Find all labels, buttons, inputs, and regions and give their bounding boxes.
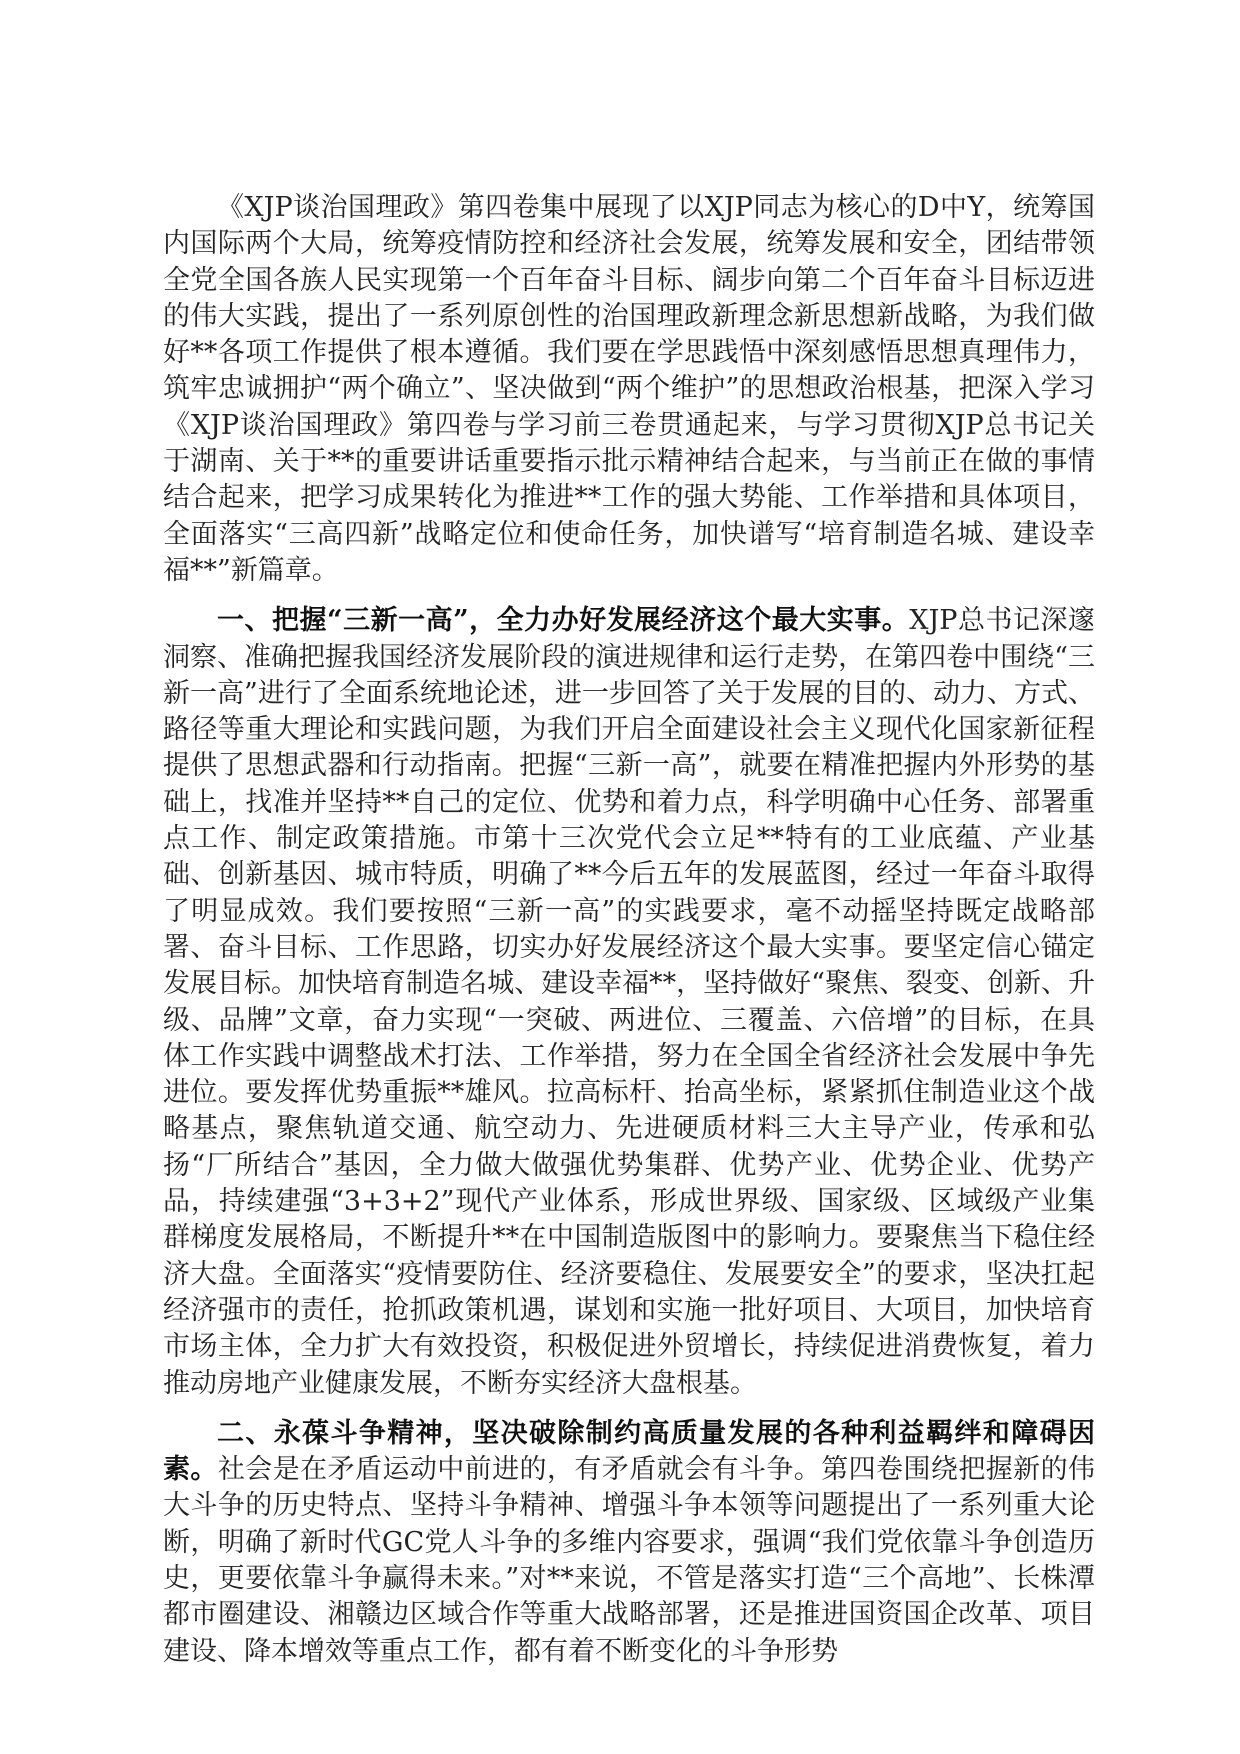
- intro-paragraph: [163, 190, 1095, 589]
- paragraph-text: XJP总书记深邃洞察、准确把握我国经济发展阶段的演进规律和运行走势，在第四卷中围绕“三新一高”进行了全面系统地论述，进一步回答了关于发展的目的、动力、方式、路径等重大理论和实践问题，为我们开启全面建设社会主义现代化国家新征程提供了思想武器和行动指南。把握“三新一高”，就要在精准把握内外形势的基础上，找准并坚持**自己的定位、优势和着力点，科学明确中心任务、部署重点工作、制定政策措施。市第十三次党代会立足**特有的工业底蕴、产业基础、创新基因、城市特质，明确了**今后五年的发展蓝图，经过一年奋斗取得了明显成效。我们要按照“三新一高”的实践要求，毫不动摇坚持既定战略部署、奋斗目标、工作思路，切实办好发展经济这个最大实事。要坚定信心锚定发展目标。加快培育制造名城、建设幸福**，坚持做好“聚焦、裂变、创新、升级、品牌”文章，奋力实现“一突破、两进位、三覆盖、六倍增”的目标，在具体工作实践中调整战术打法、工作举措，努力在全国全省经济社会发展中争先进位。要发挥优势重振**雄风。拉高标杆、抬高坐标，紧紧抓住制造业这个战略基点，聚焦轨道交通、航空动力、先进硬质材料三大主导产业，传承和弘扬“厂所结合”基因，全力做大做强优势集群、优势产业、优势企业、优势产品，持续建强“3+3+2”现代产业体系，形成世界级、国家级、区域级产业集群梯度发展格局，不断提升**在中国制造版图中的影响力。要聚焦当下稳住经济大盘。全面落实“疫情要防住、经济要稳住、发展要安全”的要求，坚决扛起经济强市的责任，抢抓政策机遇，谋划和实施一批好项目、大项目，加快培育市场主体，全力扩大有效投资，积极促进外贸增长，持续促进消费恢复，着力推动房地产业健康发展，不断夯实经济大盘根基。: [163, 605, 1095, 1399]
- paragraph-text: 《XJP谈治国理政》第四卷集中展现了以XJP同志为核心的D中Y，统筹国内国际两个大局，统筹疫情防控和经济社会发展，统筹发展和安全，团结带领全党全国各族人民实现第一个百年奋斗目标、阔步向第二个百年奋斗目标迈进的伟大实践，提出了一系列原创性的治国理政新理念新思想新战略，为我们做好**各项工作提供了根本遵循。我们要在学思践悟中深刻感悟思想真理伟力，筑牢忠诚拥护“两个确立”、坚决做到“两个维护”的思想政治根基，把深入学习《XJP谈治国理政》第四卷与学习前三卷贯通起来，与学习贯彻XJP总书记关于湖南、关于**的重要讲话重要指示批示精神结合起来，与当前正在做的事情结合起来，把学习成果转化为推进**工作的强大势能、工作举措和具体项目，全面落实“三高四新”战略定位和使命任务，加快谱写“培育制造名城、建设幸福**”新篇章。: [163, 192, 1095, 586]
- section-heading: 一、把握“三新一高”，全力办好发展经济这个最大实事。: [217, 605, 910, 637]
- section-heading: 二、永葆斗争精神，坚决破除制约高质量发展的各种利益羁绊和障碍因素。: [163, 1417, 1095, 1486]
- section-one-paragraph: [163, 603, 1095, 1402]
- section-two-paragraph: [163, 1416, 1095, 1670]
- paragraph-text: 社会是在矛盾运动中前进的，有矛盾就会有斗争。第四卷围绕把握新的伟大斗争的历史特点、坚持斗争精神、增强斗争本领等问题提出了一系列重大论断，明确了新时代GC党人斗争的多维内容要求，强调“我们党依靠斗争创造历史，更要依靠斗争赢得未来。”对**来说，不管是落实打造“三个高地”、长株潭都市圈建设、湘赣边区域合作等重大战略部署，还是推进国资国企改革、项目建设、降本增效等重点工作，都有着不断变化的斗争形势: [163, 1454, 1096, 1667]
- document-body: [163, 190, 1095, 1684]
